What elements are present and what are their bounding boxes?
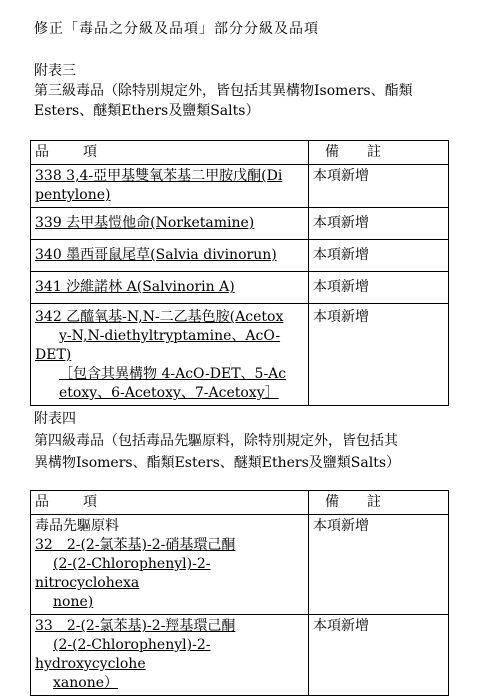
annex3-note-339: 本項新增 <box>309 208 449 240</box>
item-line: (2-(2-Chlorophenyl)-2-nitrocyclohexa <box>35 556 211 591</box>
annex4-table <box>30 490 449 696</box>
item-line: etoxy、6-Acetoxy、7-Acetoxy］ <box>59 385 279 401</box>
table-row <box>31 240 449 272</box>
item-line: 342 乙醯氧基-N,N-二乙基色胺(Acetox <box>35 309 284 325</box>
annex4-item-33 <box>31 615 309 696</box>
item-line: 32 2-(2-氯苯基)-2-硝基環己酮 <box>35 537 236 553</box>
annex3-note-341: 本項新增 <box>309 272 449 304</box>
item-line: y-N,N-diethyltryptamine、AcO-DET) <box>35 328 281 363</box>
table-row <box>31 165 449 208</box>
annex4-note-32: 本項新增 <box>309 515 449 615</box>
annex3-note-338: 本項新增 <box>309 165 449 208</box>
table-row <box>31 515 449 615</box>
annex3-table <box>30 140 449 406</box>
item-line: pentylone) <box>35 187 111 203</box>
item-line: xanone） <box>53 675 118 691</box>
precursor-heading: 毒品先驅原料 <box>35 518 119 534</box>
annex4-desc-line1: 第四級毒品（包括毒品先驅原料，除特別規定外，皆包括其 <box>34 433 398 449</box>
annex4-desc-line2: 異構物Isomers、酯類Esters、醚類Ethers及鹽類Salts） <box>34 455 401 471</box>
annex3-label: 附表三 <box>34 63 76 79</box>
annex3-item-338 <box>31 165 309 208</box>
item-line: 340 墨西哥鼠尾草(Salvia divinorun) <box>35 247 277 263</box>
annex3-header-row <box>31 141 449 165</box>
table-row <box>31 272 449 304</box>
annex3-desc-line2: Esters、醚類Ethers及鹽類Salts） <box>34 103 260 119</box>
table-row <box>31 615 449 696</box>
annex4-header-item: 品項 <box>31 491 309 515</box>
item-line: ［包含其異構物 4-AcO-DET、5-Ac <box>59 366 287 382</box>
annex3-note-342: 本項新增 <box>309 304 449 406</box>
annex4-header-note: 備註 <box>309 491 449 515</box>
annex3-note-340: 本項新增 <box>309 240 449 272</box>
table-row <box>31 208 449 240</box>
annex3-item-340 <box>31 240 309 272</box>
annex4-header-row <box>31 491 449 515</box>
annex4-label: 附表四 <box>34 411 76 427</box>
annex3-item-341 <box>31 272 309 304</box>
annex3-item-342 <box>31 304 309 406</box>
annex4-note-33: 本項新增 <box>309 615 449 696</box>
annex4-item-32 <box>31 515 309 615</box>
item-line: (2-(2-Chlorophenyl)-2-hydroxycyclohe <box>35 637 211 672</box>
annex3-header-item: 品項 <box>31 141 309 165</box>
item-line: 341 沙維諾林 A(Salvinorin A) <box>35 279 235 295</box>
item-line: 339 去甲基愷他命(Norketamine) <box>35 215 255 231</box>
table-row <box>31 304 449 406</box>
item-line: none) <box>53 594 94 610</box>
document-title: 修正「毒品之分級及品項」部分分級及品項 <box>34 21 319 37</box>
annex3-header-note: 備註 <box>309 141 449 165</box>
item-line: 33 2-(2-氯苯基)-2-羥基環己酮 <box>35 618 236 634</box>
item-line: 338 3,4-亞甲基雙氧苯基二甲胺戊酮(Di <box>35 168 283 184</box>
annex3-item-339 <box>31 208 309 240</box>
annex3-desc-line1: 第三級毒品（除特別規定外，皆包括其異構物Isomers、酯類 <box>34 83 413 99</box>
